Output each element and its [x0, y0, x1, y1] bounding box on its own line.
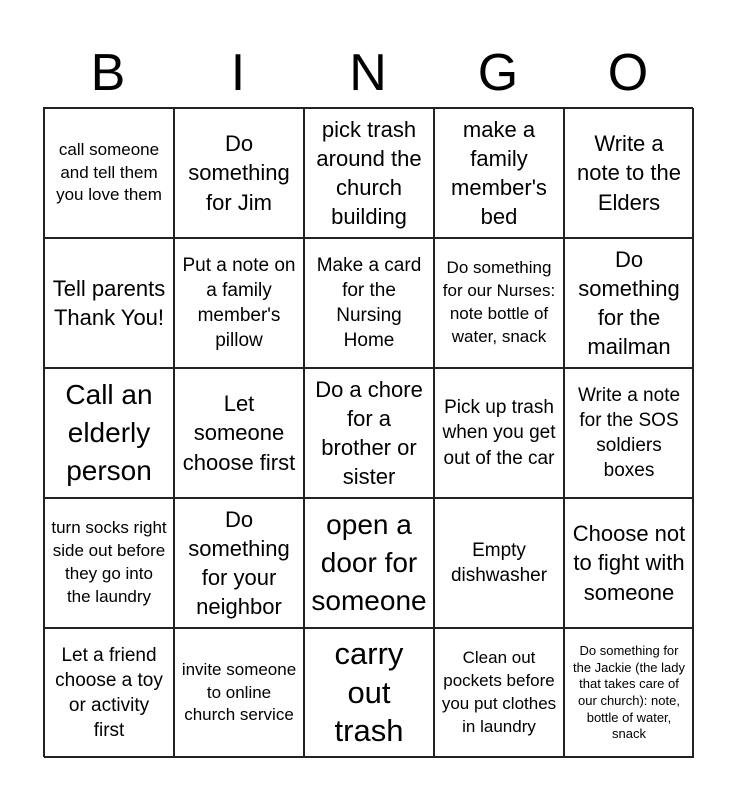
bingo-cell[interactable] [44, 108, 174, 238]
cell-text: Do something for the Jackie (the lady that takes care of our church): note, bottle of water, snack [572, 643, 685, 742]
cell-text: call someone and tell them you love them [56, 139, 162, 205]
bingo-cell[interactable] [434, 628, 564, 758]
cell-text: Do something for Jim [188, 131, 290, 215]
bingo-cell[interactable] [564, 108, 694, 238]
bingo-cell[interactable] [564, 628, 694, 758]
cell-text: Let someone choose first [182, 391, 296, 475]
cell-text: Do something for our Nurses: note bottle of water, snack [442, 258, 556, 346]
cell-text: pick trash around the church building [316, 116, 422, 230]
cell-text: turn socks right side out before they go into the laundry [51, 518, 167, 606]
cell-text: Write a note for the SOS soldiers boxes [577, 384, 681, 482]
header-letter-n: N [349, 44, 387, 102]
bingo-cell[interactable] [44, 628, 174, 758]
bingo-cell[interactable] [304, 238, 434, 368]
cell-text: Pick up trash when you get out of the car [442, 397, 556, 469]
bingo-cell[interactable] [434, 368, 564, 498]
header-letter-o: O [607, 44, 649, 102]
cell-text: Put a note on a family member's pillow [182, 254, 296, 352]
cell-text: invite someone to online church service [181, 659, 297, 725]
cell-text: carry out trash [334, 636, 404, 749]
bingo-cell[interactable] [304, 498, 434, 628]
cell-text: Tell parents Thank You! [52, 275, 166, 330]
cell-text: open a door for someone [311, 509, 427, 616]
bingo-cell[interactable] [564, 238, 694, 368]
header-letter-b: B [90, 44, 126, 102]
bingo-cell[interactable] [434, 108, 564, 238]
bingo-cell[interactable] [174, 108, 304, 238]
bingo-cell[interactable] [174, 368, 304, 498]
cell-text: make a family member's bed [451, 116, 547, 230]
bingo-cell[interactable] [174, 498, 304, 628]
header-letter-g: G [477, 44, 519, 102]
cell-text: Do something for your neighbor [188, 506, 290, 620]
cell-text: Clean out pockets before you put clothes in laundry [441, 648, 557, 736]
bingo-cell[interactable] [304, 628, 434, 758]
cell-text: Let a friend choose a toy or activity first [55, 644, 163, 742]
header-letter-i: I [230, 44, 246, 102]
bingo-cell[interactable] [44, 498, 174, 628]
bingo-cell[interactable] [174, 238, 304, 368]
cell-text: Call an elderly person [65, 379, 153, 486]
bingo-cell[interactable] [174, 628, 304, 758]
bingo-cell[interactable] [44, 238, 174, 368]
bingo-cell[interactable] [304, 108, 434, 238]
bingo-header [43, 38, 693, 108]
bingo-cell[interactable] [434, 238, 564, 368]
cell-text: Choose not to fight with someone [572, 521, 686, 605]
cell-text: Empty dishwasher [450, 539, 548, 586]
bingo-cell[interactable] [434, 498, 564, 628]
cell-text: Do something for the mailman [578, 246, 680, 360]
cell-text: Make a card for the Nursing Home [316, 254, 422, 352]
bingo-board [43, 107, 693, 757]
cell-text: Do a chore for a brother or sister [315, 376, 423, 490]
bingo-cell[interactable] [304, 368, 434, 498]
cell-text: Write a note to the Elders [577, 131, 681, 215]
bingo-cell[interactable] [564, 498, 694, 628]
bingo-cell[interactable] [44, 368, 174, 498]
bingo-cell[interactable] [564, 368, 694, 498]
